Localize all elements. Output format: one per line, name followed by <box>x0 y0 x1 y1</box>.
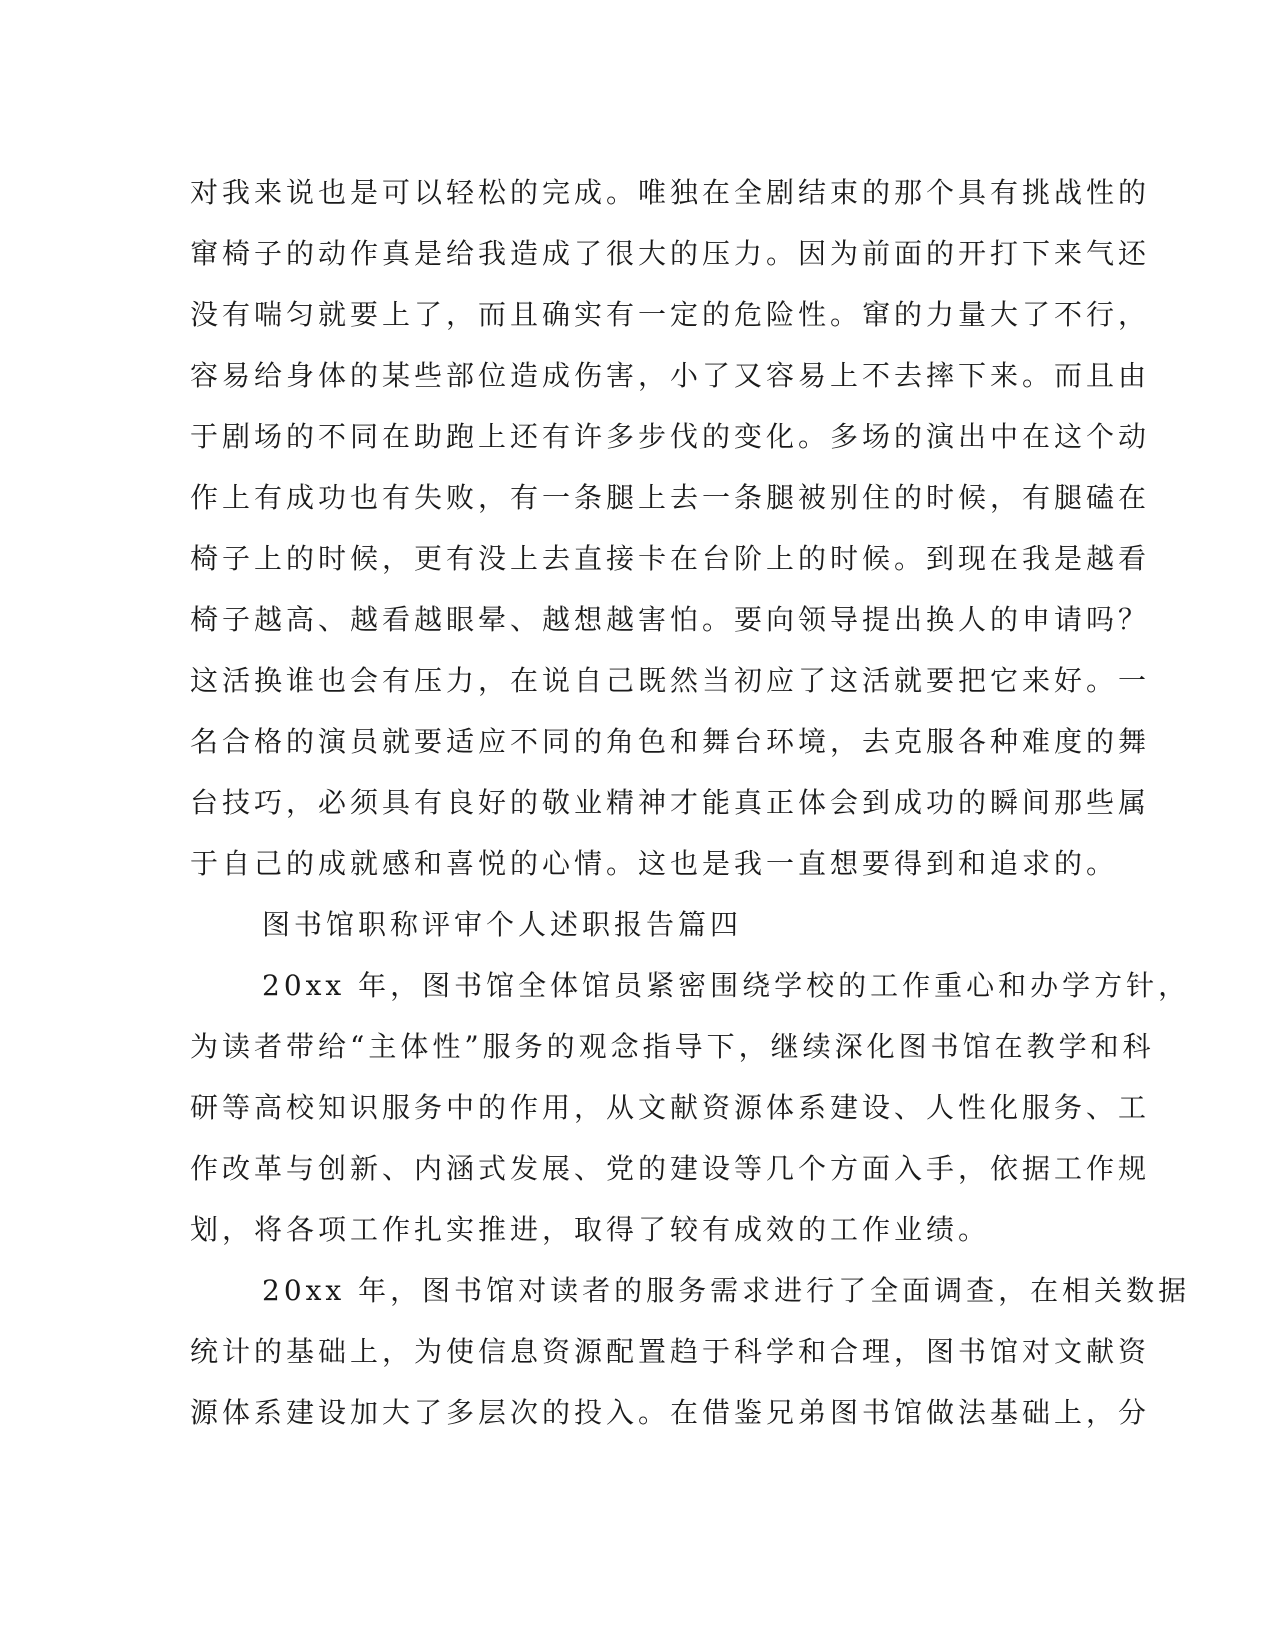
text-line: 窜椅子的动作真是给我造成了很大的压力。因为前面的开打下来气还 <box>190 237 1151 270</box>
section-heading: 图书馆职称评审个人述职报告篇四 <box>262 908 743 941</box>
text-line: 于自己的成就感和喜悦的心情。这也是我一直想要得到和追求的。 <box>190 847 1119 880</box>
text-line: 椅子越高、越看越眼晕、越想越害怕。要向领导提出换人的申请吗？ <box>190 603 1151 636</box>
text-line: 20xx 年，图书馆全体馆员紧密围绕学校的工作重心和办学方针， <box>262 969 1191 1002</box>
text-line: 于剧场的不同在助跑上还有许多步伐的变化。多场的演出中在这个动 <box>190 420 1151 453</box>
text-line: 椅子上的时候，更有没上去直接卡在台阶上的时候。到现在我是越看 <box>190 542 1151 575</box>
text-line: 划，将各项工作扎实推进，取得了较有成效的工作业绩。 <box>190 1213 991 1246</box>
text-line: 源体系建设加大了多层次的投入。在借鉴兄弟图书馆做法基础上，分 <box>190 1396 1151 1429</box>
text-line: 名合格的演员就要适应不同的角色和舞台环境，去克服各种难度的舞 <box>190 725 1151 758</box>
paragraph-2 <box>190 955 1191 1260</box>
document-body <box>190 162 1191 1443</box>
text-line: 统计的基础上，为使信息资源配置趋于科学和合理，图书馆对文献资 <box>190 1335 1151 1368</box>
text-line: 研等高校知识服务中的作用，从文献资源体系建设、人性化服务、工 <box>190 1091 1151 1124</box>
text-line: 没有喘匀就要上了，而且确实有一定的危险性。窜的力量大了不行， <box>190 298 1151 331</box>
text-line: 对我来说也是可以轻松的完成。唯独在全剧结束的那个具有挑战性的 <box>190 176 1151 209</box>
text-line: 为读者带给“主体性”服务的观念指导下，继续深化图书馆在教学和科 <box>190 1030 1155 1063</box>
text-line: 台技巧，必须具有良好的敬业精神才能真正体会到成功的瞬间那些属 <box>190 786 1151 819</box>
text-line: 容易给身体的某些部位造成伤害，小了又容易上不去摔下来。而且由 <box>190 359 1151 392</box>
paragraph-3 <box>190 1260 1191 1443</box>
text-line: 作上有成功也有失败，有一条腿上去一条腿被别住的时候，有腿磕在 <box>190 481 1151 514</box>
text-line: 20xx 年，图书馆对读者的服务需求进行了全面调查，在相关数据 <box>262 1274 1191 1307</box>
text-line: 作改革与创新、内涵式发展、党的建设等几个方面入手，依据工作规 <box>190 1152 1151 1185</box>
text-line: 这活换谁也会有压力，在说自己既然当初应了这活就要把它来好。一 <box>190 664 1151 697</box>
paragraph-1 <box>190 162 1151 894</box>
